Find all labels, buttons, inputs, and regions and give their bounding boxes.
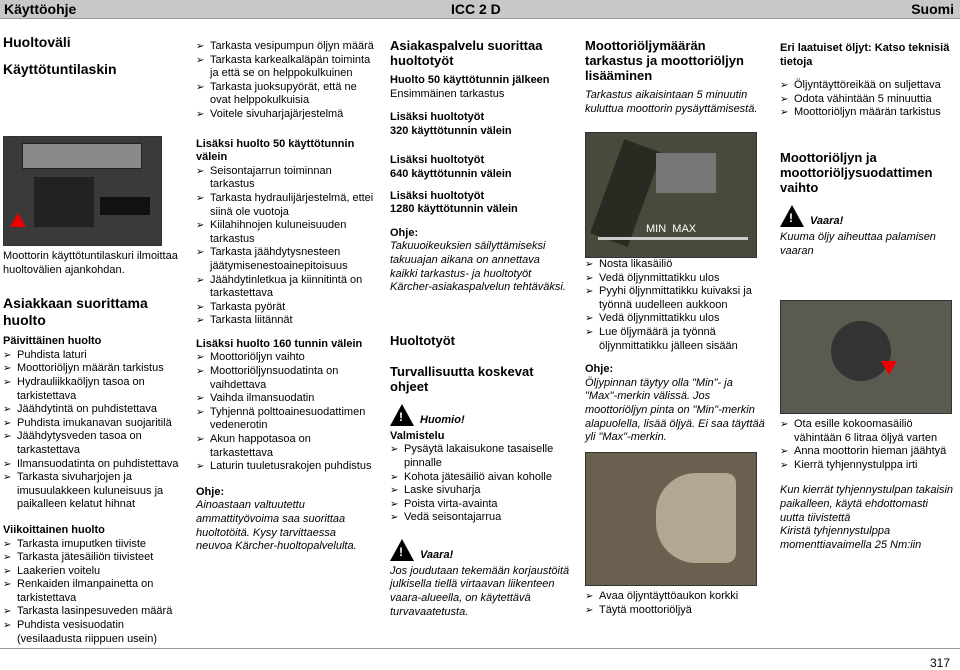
warning-block bbox=[780, 205, 955, 231]
list-item: ➢ Tarkasta lasinpesuveden määrä bbox=[3, 605, 183, 619]
heading: Lisäksi huoltotyöt bbox=[390, 111, 485, 124]
section-title: Käyttötuntilaskin bbox=[3, 61, 117, 77]
list-item: ➢ Puhdista laturi bbox=[3, 349, 183, 363]
list-item: ➢ Jäähdytysveden tasoa on tarkastettava bbox=[3, 430, 183, 457]
list-item: ➢ Puhdista imukanavan suojaritilä bbox=[3, 417, 183, 431]
dipstick bbox=[598, 237, 748, 240]
red-arrow-icon bbox=[881, 361, 897, 375]
weekly-heading: Viikoittainen huolto bbox=[3, 523, 105, 536]
oil-types-note: Eri laatuiset öljyt: Katso teknisiä tietoja bbox=[780, 42, 950, 68]
list-item: ➢ Tarkasta juoksupyörät, että ne ovat helppokulkuisia bbox=[196, 81, 374, 108]
column-5 bbox=[780, 42, 955, 258]
list-item: ➢ Tarkasta jätesäiliön tiivisteet bbox=[3, 551, 183, 565]
hand-funnel bbox=[656, 473, 736, 563]
warning-triangle-icon bbox=[390, 539, 414, 561]
list-item: ➢ Ilmansuodatinta on puhdistettava bbox=[3, 458, 183, 472]
list-item: ➢ Moottoriöljyn määrän tarkistus bbox=[780, 106, 955, 120]
column-1 bbox=[3, 20, 183, 82]
list-item: ➢ Moottoriöljyn määrän tarkistus bbox=[3, 362, 183, 376]
list-item: ➢ Kohota jätesäiliö aivan koholle bbox=[390, 471, 570, 485]
list-item: ➢ Jäähdytintä on puhdistettava bbox=[3, 403, 183, 417]
note-text: Kun kierrät tyhjennystulpan takaisin paikalleen, käytä ehdottomasti uutta tiivistettä bbox=[780, 484, 954, 524]
list-item: ➢ Poista virta-avainta bbox=[390, 498, 570, 512]
column-1-body bbox=[3, 250, 183, 646]
list-1 bbox=[780, 79, 955, 120]
heading: 320 käyttötunnin välein bbox=[390, 124, 512, 137]
top-list bbox=[196, 40, 374, 122]
list-item: ➢ Puhdista vesisuodatin (vesilaadusta riippuen usein) bbox=[3, 619, 183, 646]
list-item: ➢ Tyhjennä polttoainesuodattimen vedenerotin bbox=[196, 406, 374, 433]
engine-part bbox=[656, 153, 716, 193]
section-title: Turvallisuutta koskevat ohjeet bbox=[390, 363, 534, 394]
list-item: ➢ Hydrauliikkaöljyn tasoa on tarkistettava bbox=[3, 376, 183, 403]
note-heading: Ohje: bbox=[196, 485, 225, 498]
note-text: Ainoastaan valtuutettu ammattityövoima saa suorittaa huoltotöitä. Kysy tarvittaessa neuvoa Kärcher-huoltopalvelulta. bbox=[196, 499, 357, 553]
list-item: ➢ Ota esille kokoomasäiliö vähintään 6 litraa öljyä varten bbox=[780, 418, 955, 445]
prep-list bbox=[390, 443, 570, 525]
weekly-list bbox=[3, 538, 183, 647]
hour-meter-photo bbox=[3, 136, 162, 246]
notice-label: Huomio! bbox=[420, 413, 465, 426]
list-item: ➢ Anna moottorin hieman jäähtyä bbox=[780, 445, 955, 459]
heading: Lisäksi huoltotyöt bbox=[390, 154, 485, 167]
list-item: ➢ Vedä seisontajarrua bbox=[390, 511, 570, 525]
warning-text: Kuuma öljy aiheuttaa palamisen vaaran bbox=[780, 230, 936, 257]
list-item: ➢ Laturin tuuletusrakojen puhdistus bbox=[196, 460, 374, 474]
list-item: ➢ Vaihda ilmansuodatin bbox=[196, 392, 374, 406]
list-item: ➢ Pyyhi öljynmittatikku kuivaksi ja työnnä uudelleen aukkoon bbox=[585, 285, 765, 312]
column-4 bbox=[585, 38, 765, 116]
torque-text: Kiristä tyhjennystulppa momenttiavaimella 25 Nm:iin bbox=[780, 525, 922, 551]
prep-heading: Valmistelu bbox=[390, 429, 445, 442]
page-number: 317 bbox=[929, 656, 950, 670]
list-item: ➢ Vedä öljynmittatikku ulos bbox=[585, 312, 765, 326]
list-item: ➢ Tarkasta sivuharjojen ja imusuulakkeen kuluneisuus ja paikalleen kelatut hihnat bbox=[3, 471, 183, 512]
daily-heading: Päivittäinen huolto bbox=[3, 335, 102, 348]
list-item: ➢ Kiilahihnojen kuluneisuuden tarkastus bbox=[196, 219, 374, 246]
list-160h bbox=[196, 351, 374, 473]
section-title: Huoltotyöt bbox=[390, 332, 455, 348]
list-item: ➢ Laske sivuharja bbox=[390, 484, 570, 498]
list-item: ➢ Lue öljymäärä ja työnnä öljynmittatikku jälleen sisään bbox=[585, 326, 765, 353]
list-item: ➢ Seisontajarrun toiminnan tarkastus bbox=[196, 165, 374, 192]
list-item: ➢ Moottoriöljyn vaihto bbox=[196, 351, 374, 365]
note-text: Öljypinnan täytyy olla "Min"- ja "Max"-merkin välissä. Jos moottoriöljyn pinta on "Min"-merkin alapuolella, lisää öljyä. Ei saa täyttää yli "Max"-merkin. bbox=[585, 376, 765, 444]
header-right: Suomi bbox=[911, 1, 954, 17]
list-item: ➢ Pysäytä lakaisukone tasaiselle pinnalle bbox=[390, 443, 570, 470]
fill-steps bbox=[585, 590, 765, 617]
section-title: Asiakkaan suorittama huolto bbox=[3, 295, 148, 329]
column-4-body bbox=[585, 258, 765, 445]
list-item: ➢ Tarkasta imuputken tiiviste bbox=[3, 538, 183, 552]
list-item: ➢ Tarkasta vesipumpun öljyn määrä bbox=[196, 40, 374, 54]
list-item: ➢ Laakerien voitelu bbox=[3, 565, 183, 579]
subtitle: Tarkastus aikaisintaan 5 minuutin kuluttua moottorin pysäyttämisestä. bbox=[585, 89, 758, 115]
note-heading: Ohje: bbox=[585, 363, 614, 376]
list-item: ➢ Öljyntäyttöreikää on suljettava bbox=[780, 79, 955, 93]
note-heading: Ohje: bbox=[390, 226, 419, 239]
dipstick-photo bbox=[585, 132, 757, 258]
check-steps bbox=[585, 258, 765, 353]
warning-text: Jos joudutaan tekemään korjaustöitä julkisella tiellä virtaavan liikenteen vaara-alueella, on käytettävä turvavaatetusta. bbox=[390, 564, 570, 618]
notice-block bbox=[390, 404, 570, 430]
header-left: Käyttöohje bbox=[4, 1, 77, 17]
list-item: ➢ Avaa öljyntäyttöaukon korkki bbox=[585, 590, 765, 604]
heading-160h: Lisäksi huolto 160 tunnin välein bbox=[196, 337, 363, 350]
warning-label: Vaara! bbox=[810, 214, 844, 227]
column-3 bbox=[390, 38, 570, 619]
heading: Lisäksi huoltotyöt bbox=[390, 189, 485, 202]
note-text: Takuuoikeuksien säilyttämiseksi takuuajan aikana on annettava kaikki tarkastus- ja huoltotyöt Kärcher-asiakaspalvelun tehtäväksi. bbox=[390, 240, 566, 294]
list-item: ➢ Nosta likasäiliö bbox=[585, 258, 765, 272]
list-item: ➢ Tarkasta jäähdytysnesteen jäätymisenestoainepitoisuus bbox=[196, 246, 374, 273]
display-panel bbox=[22, 143, 142, 169]
list-item: ➢ Tarkasta pyörät bbox=[196, 301, 374, 315]
warning-label: Vaara! bbox=[420, 548, 454, 561]
list-item: ➢ Tarkasta karkealkaläpän toiminta ja että se on helppokulkuinen bbox=[196, 54, 374, 81]
heading: 640 käyttötunnin välein bbox=[390, 167, 512, 180]
section-title: Huoltoväli bbox=[3, 34, 71, 50]
red-arrow-icon bbox=[10, 213, 26, 227]
footer-rule bbox=[0, 648, 960, 649]
list-item: ➢ Jäähdytinletkua ja kiinnitintä on tarkastettava bbox=[196, 274, 374, 301]
column-2 bbox=[196, 40, 374, 554]
list-item: ➢ Tarkasta liitännät bbox=[196, 314, 374, 328]
column-5-body bbox=[780, 418, 955, 552]
control-buttons bbox=[100, 197, 150, 215]
min-max-label: MIN MAX bbox=[646, 223, 697, 235]
warning-triangle-icon bbox=[780, 205, 804, 227]
list-item: ➢ Tarkasta hydraulijärjestelmä, ettei siinä ole vuotoja bbox=[196, 192, 374, 219]
daily-list bbox=[3, 349, 183, 512]
heading-50h: Lisäksi huolto 50 käyttötunnin välein bbox=[196, 137, 355, 164]
heading: Huolto 50 käyttötunnin jälkeen bbox=[390, 74, 550, 86]
indicator-lights bbox=[34, 177, 94, 227]
column-4-footer bbox=[585, 590, 765, 617]
list-item: ➢ Vedä öljynmittatikku ulos bbox=[585, 272, 765, 286]
header-center: ICC 2 D bbox=[451, 1, 501, 17]
list-item: ➢ Renkaiden ilmanpainetta on tarkistettava bbox=[3, 578, 183, 605]
warning-triangle-icon bbox=[390, 404, 414, 426]
list-item: ➢ Kierrä tyhjennystulppa irti bbox=[780, 459, 955, 473]
list-item: ➢ Voitele sivuharjajärjestelmä bbox=[196, 108, 374, 122]
oil-fill-photo bbox=[585, 452, 757, 586]
page-header bbox=[0, 0, 960, 19]
list-50h bbox=[196, 165, 374, 328]
warning-block bbox=[390, 539, 570, 565]
drain-plug-photo bbox=[780, 300, 952, 414]
list-item: ➢ Odota vähintään 5 minuuttia bbox=[780, 93, 955, 107]
list-item: ➢ Moottoriöljynsuodatinta on vaihdettava bbox=[196, 365, 374, 392]
section-title: Asiakaspalvelu suorittaa huoltotyöt bbox=[390, 38, 543, 68]
list-2 bbox=[780, 418, 955, 472]
section-title: Moottoriöljyn ja moottoriöljysuodattimen vaihto bbox=[780, 149, 933, 195]
text: Ensimmäinen tarkastus bbox=[390, 87, 505, 100]
section-title: Moottoriöljymäärän tarkastus ja moottoriöljyn lisääminen bbox=[585, 38, 744, 83]
heading: 1280 käyttötunnin välein bbox=[390, 203, 518, 216]
caption: Moottorin käyttötuntilaskuri ilmoittaa huoltovälien ajankohdan. bbox=[3, 250, 178, 276]
list-item: ➢ Akun happotasoa on tarkastettava bbox=[196, 433, 374, 460]
list-item: ➢ Täytä moottoriöljyä bbox=[585, 604, 765, 618]
